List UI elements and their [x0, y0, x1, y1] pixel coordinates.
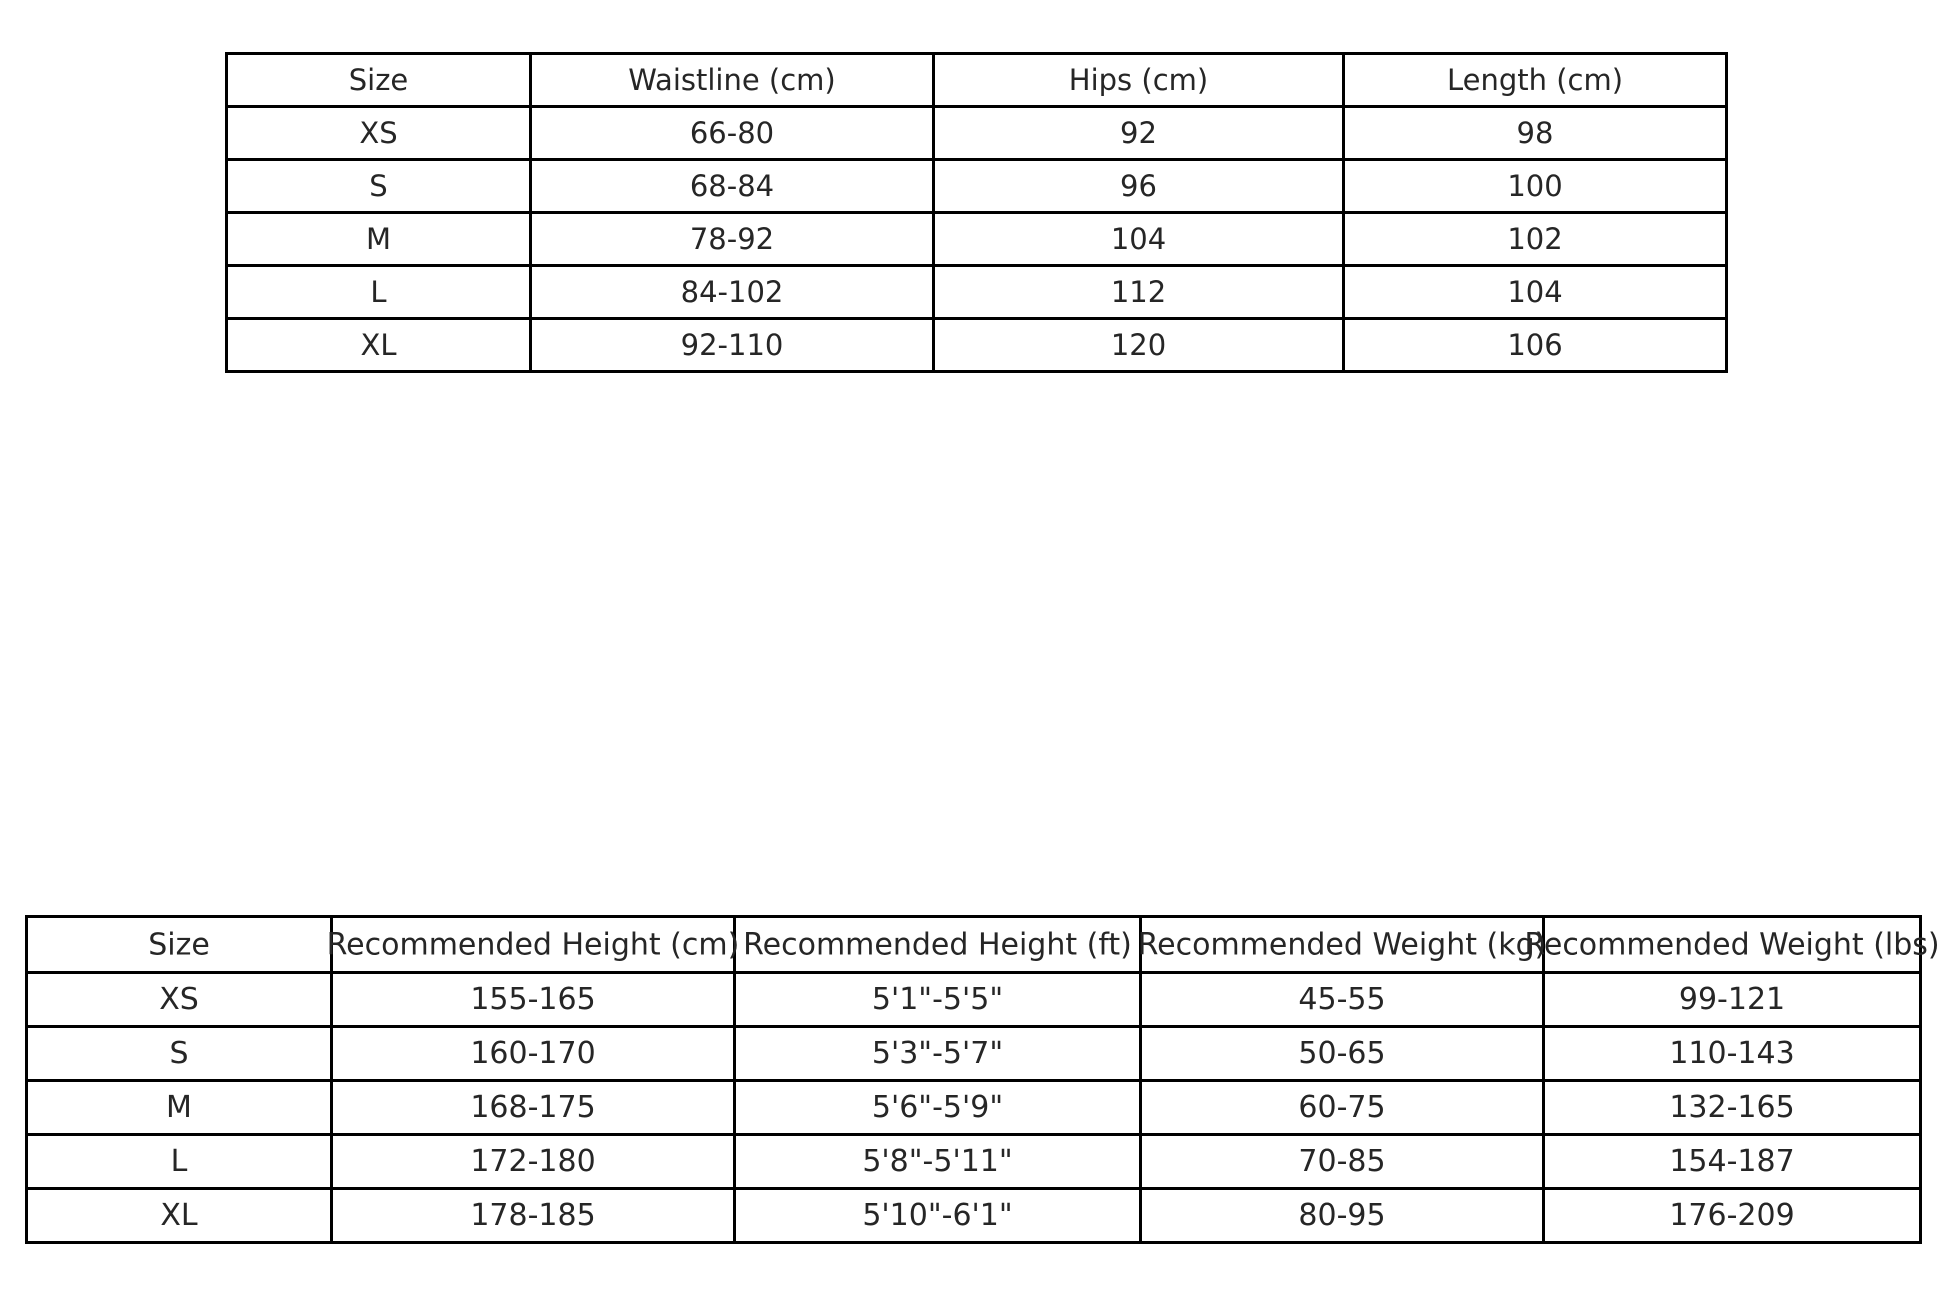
- size-cell: XL: [227, 319, 531, 372]
- data-cell: 100: [1344, 160, 1727, 213]
- column-header-label: Recommended Height (cm): [326, 927, 740, 962]
- data-cell: 102: [1344, 213, 1727, 266]
- column-header-label: Recommended Weight (kg): [1137, 927, 1547, 962]
- data-cell: 112: [934, 266, 1344, 319]
- table-row: [27, 1081, 1921, 1135]
- data-cell: 106: [1344, 319, 1727, 372]
- data-cell: 68-84: [531, 160, 934, 213]
- data-cell: 92-110: [531, 319, 934, 372]
- column-header: Hips (cm): [934, 54, 1344, 107]
- table-row: [227, 107, 1727, 160]
- data-cell: 155-165: [332, 973, 735, 1027]
- column-header: [1524, 917, 1940, 973]
- table-row: [227, 319, 1727, 372]
- column-header: Length (cm): [1344, 54, 1727, 107]
- size-cell: L: [27, 1135, 332, 1189]
- data-cell: 172-180: [332, 1135, 735, 1189]
- data-cell: 120: [934, 319, 1344, 372]
- data-cell: 5'6"-5'9": [735, 1081, 1141, 1135]
- data-cell: 178-185: [332, 1189, 735, 1243]
- column-header: Size: [227, 54, 531, 107]
- table-row: [227, 266, 1727, 319]
- data-cell: 5'3"-5'7": [735, 1027, 1141, 1081]
- header-row: [227, 54, 1727, 107]
- data-cell: 99-121: [1544, 973, 1921, 1027]
- data-cell: 168-175: [332, 1081, 735, 1135]
- size-cell: M: [227, 213, 531, 266]
- data-cell: 60-75: [1141, 1081, 1544, 1135]
- data-cell: 104: [934, 213, 1344, 266]
- data-cell: 5'8"-5'11": [735, 1135, 1141, 1189]
- data-cell: 5'10"-6'1": [735, 1189, 1141, 1243]
- column-header: [1137, 917, 1547, 973]
- data-cell: 110-143: [1544, 1027, 1921, 1081]
- size-cell: S: [27, 1027, 332, 1081]
- data-cell: 80-95: [1141, 1189, 1544, 1243]
- data-cell: 160-170: [332, 1027, 735, 1081]
- data-cell: 70-85: [1141, 1135, 1544, 1189]
- table-row: [27, 973, 1921, 1027]
- table-row: [227, 160, 1727, 213]
- table-row: [27, 1027, 1921, 1081]
- column-header: Waistline (cm): [531, 54, 934, 107]
- size-cell: M: [27, 1081, 332, 1135]
- size-cell: XS: [27, 973, 332, 1027]
- column-header: [735, 917, 1141, 973]
- size-cell: S: [227, 160, 531, 213]
- data-cell: 92: [934, 107, 1344, 160]
- data-cell: 50-65: [1141, 1027, 1544, 1081]
- data-cell: 5'1"-5'5": [735, 973, 1141, 1027]
- data-cell: 45-55: [1141, 973, 1544, 1027]
- table-row: [27, 1189, 1921, 1243]
- column-header-label: Recommended Weight (lbs): [1524, 927, 1940, 962]
- table-row: [27, 1135, 1921, 1189]
- data-cell: 96: [934, 160, 1344, 213]
- size-cell: XL: [27, 1189, 332, 1243]
- data-cell: 98: [1344, 107, 1727, 160]
- data-cell: 154-187: [1544, 1135, 1921, 1189]
- size-cell: XS: [227, 107, 531, 160]
- column-header-label: Recommended Height (ft): [743, 927, 1132, 962]
- data-cell: 66-80: [531, 107, 934, 160]
- column-header-label: Size: [148, 927, 210, 962]
- height-weight-table: [25, 915, 1940, 1244]
- data-cell: 132-165: [1544, 1081, 1921, 1135]
- column-header: [326, 917, 740, 973]
- data-cell: 104: [1344, 266, 1727, 319]
- size-cell: L: [227, 266, 531, 319]
- data-cell: 84-102: [531, 266, 934, 319]
- column-header: [27, 917, 332, 973]
- size-measurements-table: [225, 52, 1728, 373]
- table-row: [227, 213, 1727, 266]
- data-cell: 176-209: [1544, 1189, 1921, 1243]
- header-row: [27, 917, 1921, 973]
- data-cell: 78-92: [531, 213, 934, 266]
